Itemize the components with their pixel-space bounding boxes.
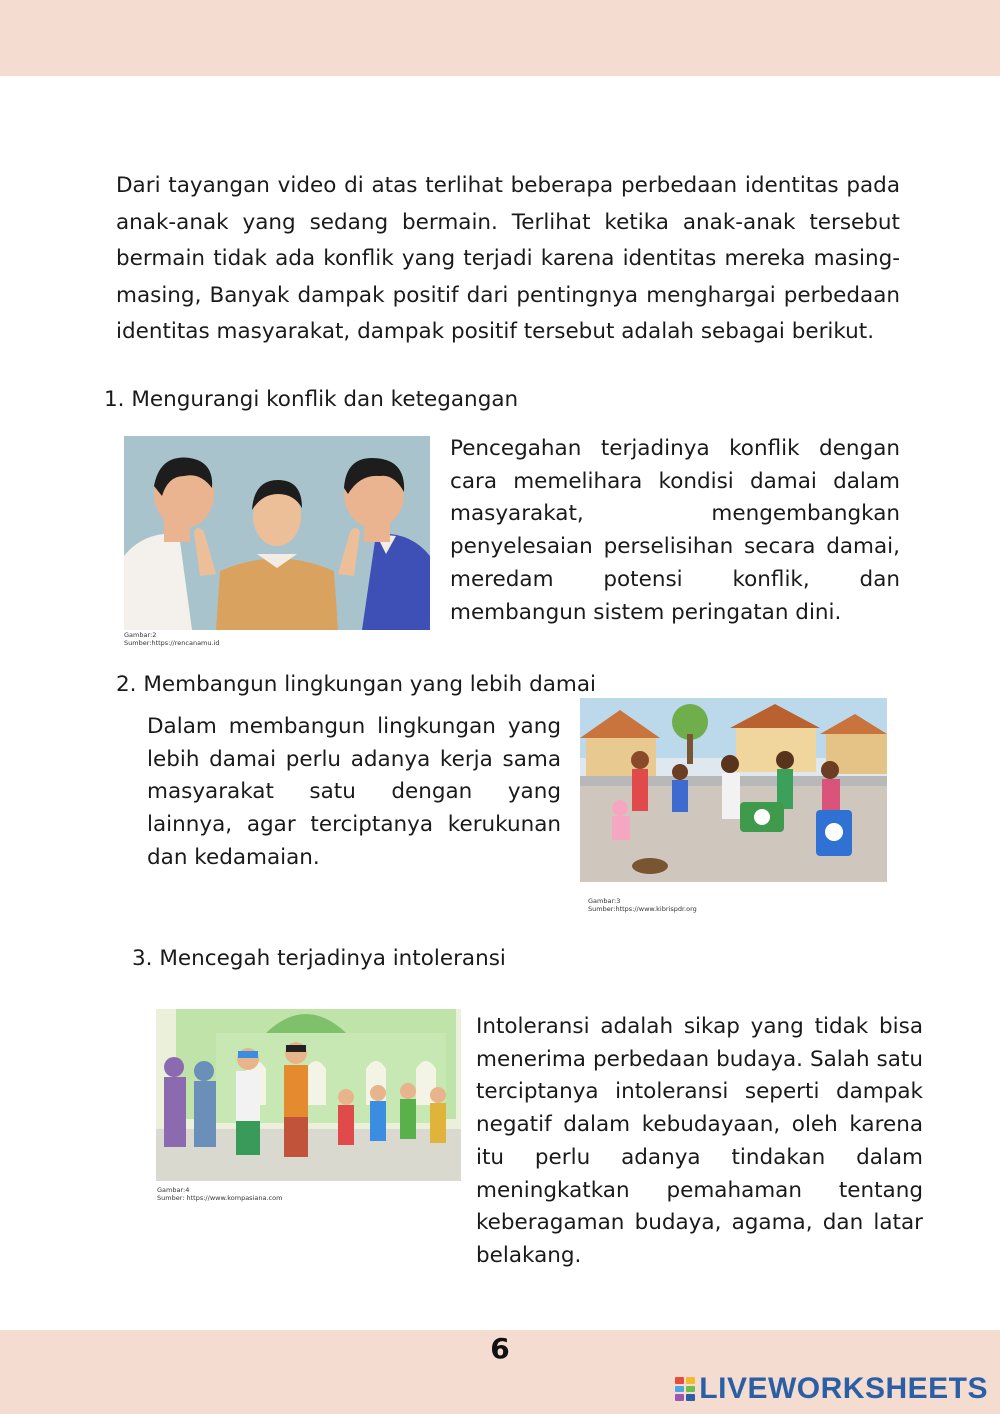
section-1-heading: 1. Mengurangi konflik dan ketegangan: [104, 387, 519, 412]
caption-3-label: Gambar:4: [157, 1186, 190, 1194]
section-1-text: Pencegahan terjadinya konflik dengan cara memelihara kondisi damai dalam masyarakat, mengembangkan penyelesaian perselisihan secara damai, meredam potensi konflik, dan membangun sistem peringatan dini.: [450, 436, 900, 625]
intro-paragraph: Dari tayangan video di atas terlihat beberapa perbedaan identitas pada anak-anak yang sedang bermain. Terlihat ketika anak-anak tersebut bermain tidak ada konflik yang terjadi karena identitas mereka masing-masing, Banyak dampak positif dari pentingnya menghargai perbedaan identitas masyarakat, dampak positif tersebut adalah sebagai berikut.: [116, 173, 900, 345]
caption-3: [157, 1186, 282, 1202]
page-number: 6: [490, 1332, 510, 1365]
illustration-mediation: [124, 436, 430, 630]
caption-2: [588, 897, 697, 913]
caption-2-label: Gambar:3: [588, 897, 621, 905]
liveworksheets-logo[interactable]: [675, 1372, 988, 1406]
section-2-heading: 2. Membangun lingkungan yang lebih damai: [116, 672, 597, 697]
section-3-text: Intoleransi adalah sikap yang tidak bisa menerima perbedaan budaya. Salah satu terciptanya intoleransi seperti dampak negatif dalam kebudayaan, oleh karena itu perlu adanya tindakan dalam meningkatkan pemahaman tentang keberagaman budaya, agama, dan latar belakang.: [476, 1014, 923, 1268]
section-3-heading: 3. Mencegah terjadinya intoleransi: [132, 946, 506, 971]
caption-1-label: Gambar:2: [124, 631, 157, 639]
illustration-community-cleanup: [580, 698, 887, 882]
header-band: [0, 0, 1000, 76]
illustration-mosque-greeting: [156, 1009, 461, 1181]
liveworksheets-logo-icon: [675, 1377, 695, 1401]
liveworksheets-logo-text: LIVEWORKSHEETS: [699, 1372, 988, 1405]
caption-1: [124, 631, 220, 647]
caption-1-source: Sumber:https://rencanamu.id: [124, 639, 220, 647]
caption-2-source: Sumber:https://www.kibrispdr.org: [588, 905, 697, 913]
caption-3-source: Sumber: https://www.kompasiana.com: [157, 1194, 283, 1202]
section-2-text: Dalam membangun lingkungan yang lebih damai perlu adanya kerja sama masyarakat satu dengan yang lainnya, agar terciptanya kerukunan dan kedamaian.: [147, 714, 561, 870]
